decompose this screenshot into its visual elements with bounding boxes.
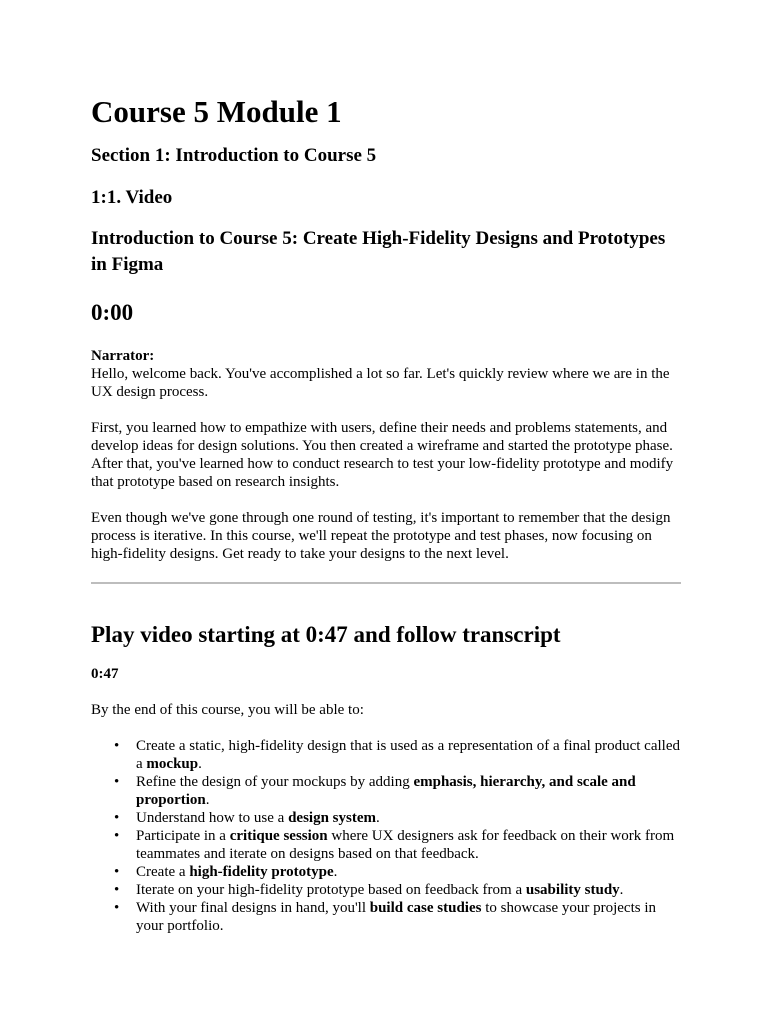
list-item: • Iterate on your high-fidelity prototype based on feedback from a usability study. bbox=[136, 881, 681, 899]
play-video-heading: Play video starting at 0:47 and follow transcript bbox=[91, 622, 561, 647]
list-item: • With your final designs in hand, you'll build case studies to showcase your projects in your portfolio. bbox=[136, 899, 681, 935]
list-item: • Create a high-fidelity prototype. bbox=[136, 863, 681, 881]
objectives-intro: By the end of this course, you will be able to: bbox=[91, 702, 364, 718]
timestamp-start: 0:00 bbox=[91, 300, 134, 325]
section-divider bbox=[91, 582, 681, 584]
narrator-label: Narrator: bbox=[91, 348, 155, 364]
timestamp-047-label: 0:47 bbox=[91, 666, 119, 682]
document-content bbox=[91, 94, 681, 935]
page-title: Course 5 Module 1 bbox=[91, 94, 342, 129]
objectives-list bbox=[91, 737, 681, 935]
timestamp-047 bbox=[91, 665, 681, 683]
transcript-paragraph-3: Even though we've gone through one round of testing, it's important to remember that the design process is iterative. In this course, we'll repeat the prototype and test phases, now focusing on high-fidelity designs. Get ready to take your designs to the next level. bbox=[91, 510, 671, 562]
transcript-paragraph-1: Hello, welcome back. You've accomplished a lot so far. Let's quickly review where we are in the UX design process. bbox=[91, 366, 670, 400]
section-heading: Section 1: Introduction to Course 5 bbox=[91, 145, 377, 166]
video-title: Introduction to Course 5: Create High-Fidelity Designs and Prototypes in Figma bbox=[91, 228, 666, 275]
list-item: • Refine the design of your mockups by adding emphasis, hierarchy, and scale and proportion. bbox=[136, 773, 681, 809]
list-item: • Participate in a critique session where UX designers ask for feedback on their work from teammates and iterate on designs based on that feedback. bbox=[136, 827, 681, 863]
list-item: • Create a static, high-fidelity design that is used as a representation of a final product called a mockup. bbox=[136, 737, 681, 773]
transcript-paragraph-2: First, you learned how to empathize with users, define their needs and problems statements, and develop ideas for design solutions. You then created a wireframe and started the prototype phase. After that, you've learned how to conduct research to test your low-fidelity prototype and modify that prototype based on research insights. bbox=[91, 420, 674, 490]
narrator-paragraph bbox=[91, 347, 681, 401]
video-label: 1:1. Video bbox=[91, 187, 173, 208]
list-item: • Understand how to use a design system. bbox=[136, 809, 681, 827]
